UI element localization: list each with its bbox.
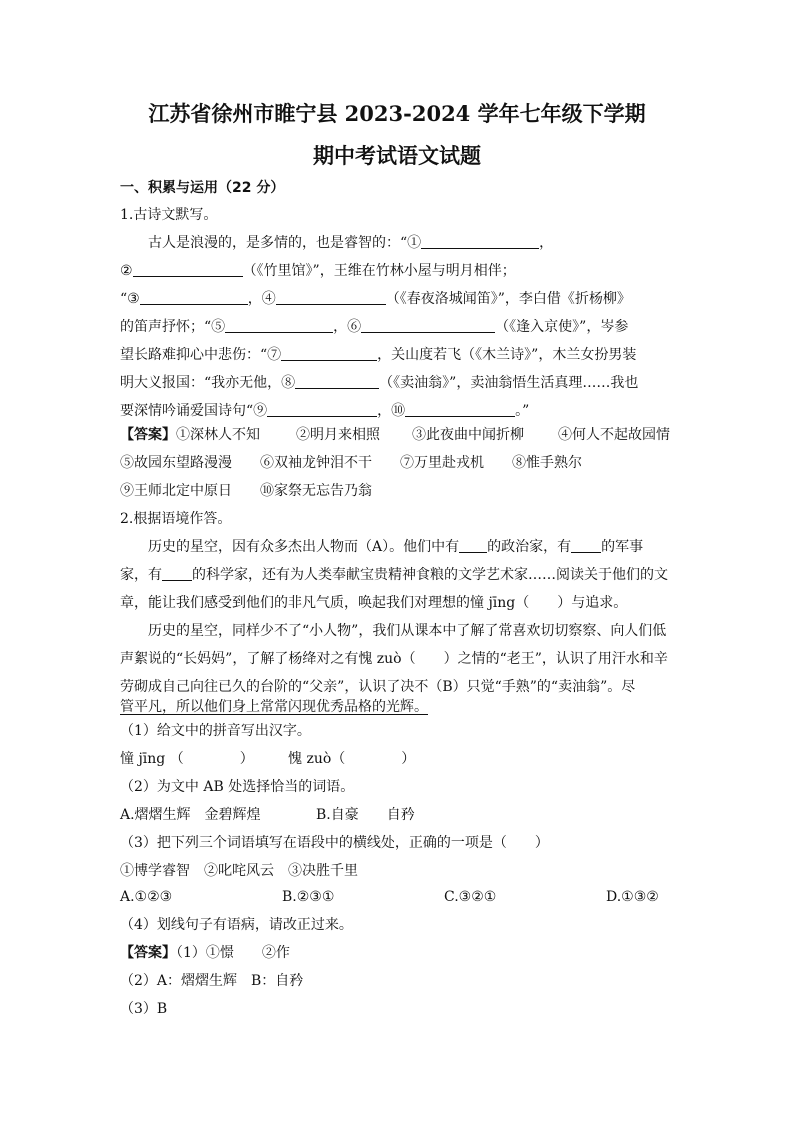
q2-sub1-a: 憧 jīng （ ） xyxy=(120,751,254,767)
blank-10[interactable] xyxy=(405,402,515,417)
q2-para2-line2: 声絮说的“长妈妈”，了解了杨绛对之有愧 zuò（ ）之情的“老王”，认识了用汗水和辛 xyxy=(120,651,668,667)
q2-answer-2: （2）A：熠熠生辉 B：自矜 xyxy=(120,973,304,989)
q2-sub4: （4）划线句子有语病，请改正过来。 xyxy=(120,917,353,933)
q2-option-a: A.①②③ xyxy=(120,889,173,905)
blank-7[interactable] xyxy=(281,346,377,361)
blank-3[interactable] xyxy=(140,290,248,305)
q2-sub2: （2）为文中 AB 处选择恰当的词语。 xyxy=(120,779,355,795)
q2-underlined-sentence: 管平凡，所以他们身上常常闪现优秀品格的光辉。 xyxy=(120,699,428,715)
question-2-label: 2.根据语境作答。 xyxy=(120,511,232,527)
q2-sub1-b: 愧 zuò（ ） xyxy=(288,751,416,767)
q1-line-4: 的笛声抒怀；“⑤ ，⑥ （《逢入京使》”，岑参 xyxy=(120,319,629,335)
q1-answer-2: ②明月来相照 xyxy=(296,427,380,443)
q1-answer-6: ⑥双袖龙钟泪不干 xyxy=(260,455,372,471)
blank-6[interactable] xyxy=(361,318,495,333)
q2-sub1: （1）给文中的拼音写出汉字。 xyxy=(120,723,311,739)
q1-answer-7: ⑦万里赴戎机 xyxy=(400,455,484,471)
q2-blank-3[interactable] xyxy=(162,566,192,581)
q1-line-3: “③ ，④ （《春夜洛城闻笛》”，李白借《折杨柳》 xyxy=(120,291,631,307)
q1-line-5: 望长路难抑心中悲伤：“⑦ ，关山度若飞（《木兰诗》”，木兰女扮男装 xyxy=(120,347,637,363)
q1-line-2: ② （《竹里馆》”，王维在竹林小屋与明月相伴； xyxy=(120,263,516,279)
q1-answer-row-1: 【答案】①深林人不知 xyxy=(120,427,260,443)
q2-sub2-b: B.自豪 自矜 xyxy=(316,807,415,823)
blank-4[interactable] xyxy=(276,290,386,305)
blank-2[interactable] xyxy=(133,262,243,277)
q2-para1-line1: 历史的星空，因有众多杰出人物而（A）。他们中有 的政治家，有 的军事 xyxy=(148,539,644,555)
q2-para1-line3: 章，能让我们感受到他们的非凡气质，唤起我们对理想的憧 jīng（ ）与追求。 xyxy=(120,595,628,611)
q1-answer-9: ⑨王师北定中原日 xyxy=(120,483,232,499)
page-title-line1: 江苏省徐州市睢宁县 2023-2024 学年七年级下学期 xyxy=(148,101,646,126)
q2-sub2-a: A.熠熠生辉 金碧辉煌 xyxy=(120,807,261,823)
blank-8[interactable] xyxy=(295,374,379,389)
q2-sub3-words: ①博学睿智 ②叱咤风云 ③决胜千里 xyxy=(120,863,358,879)
q2-option-c: C.③②① xyxy=(444,889,497,905)
q1-line-1: 古人是浪漫的，是多情的，也是睿智的：“① ， xyxy=(148,235,554,251)
q1-answer-5: ⑤故园东望路漫漫 xyxy=(120,455,232,471)
q1-line-7: 要深情吟诵爱国诗句“⑨ ，⑩ 。” xyxy=(120,403,530,419)
q1-answer-4: ④何人不起故园情 xyxy=(558,427,670,443)
page-title-line2: 期中考试语文试题 xyxy=(313,143,481,168)
q2-option-b: B.②③① xyxy=(282,889,335,905)
q2-blank-2[interactable] xyxy=(571,538,601,553)
q1-line-6: 明大义报国：“我亦无他，⑧ （《卖油翁》”，卖油翁悟生活真理……我也 xyxy=(120,375,639,391)
q2-answer-3: （3）B xyxy=(120,1001,168,1017)
q2-sub3: （3）把下列三个词语填写在语段中的横线处，正确的一项是（ ） xyxy=(120,835,549,851)
q1-answer-10: ⑩家祭无忘告乃翁 xyxy=(260,483,372,499)
q1-answer-8: ⑧惟手熟尔 xyxy=(512,455,582,471)
q2-option-d: D.①③② xyxy=(606,889,659,905)
q2-para2-line1: 历史的星空，同样少不了“小人物”，我们从课本中了解了常喜欢切切察察、向人们低 xyxy=(148,623,667,639)
question-1-label: 1.古诗文默写。 xyxy=(120,207,218,223)
blank-9[interactable] xyxy=(267,402,377,417)
q1-answer-3: ③此夜曲中闻折柳 xyxy=(412,427,524,443)
q2-para1-line2: 家，有 的科学家，还有为人类奉献宝贵精神食粮的文学艺术家……阅读关于他们的文 xyxy=(120,567,668,583)
blank-1[interactable] xyxy=(421,234,539,249)
q2-blank-1[interactable] xyxy=(459,538,487,553)
q2-para2-line3: 劳砌成自己向往已久的台阶的“父亲”，认识了决不（B）只觉“手熟”的“卖油翁”。尽 xyxy=(120,679,636,695)
blank-5[interactable] xyxy=(225,318,333,333)
q2-answer-1: 【答案】（1）①憬 ②作 xyxy=(120,945,290,961)
section-heading: 一、积累与运用（22 分） xyxy=(120,180,285,196)
